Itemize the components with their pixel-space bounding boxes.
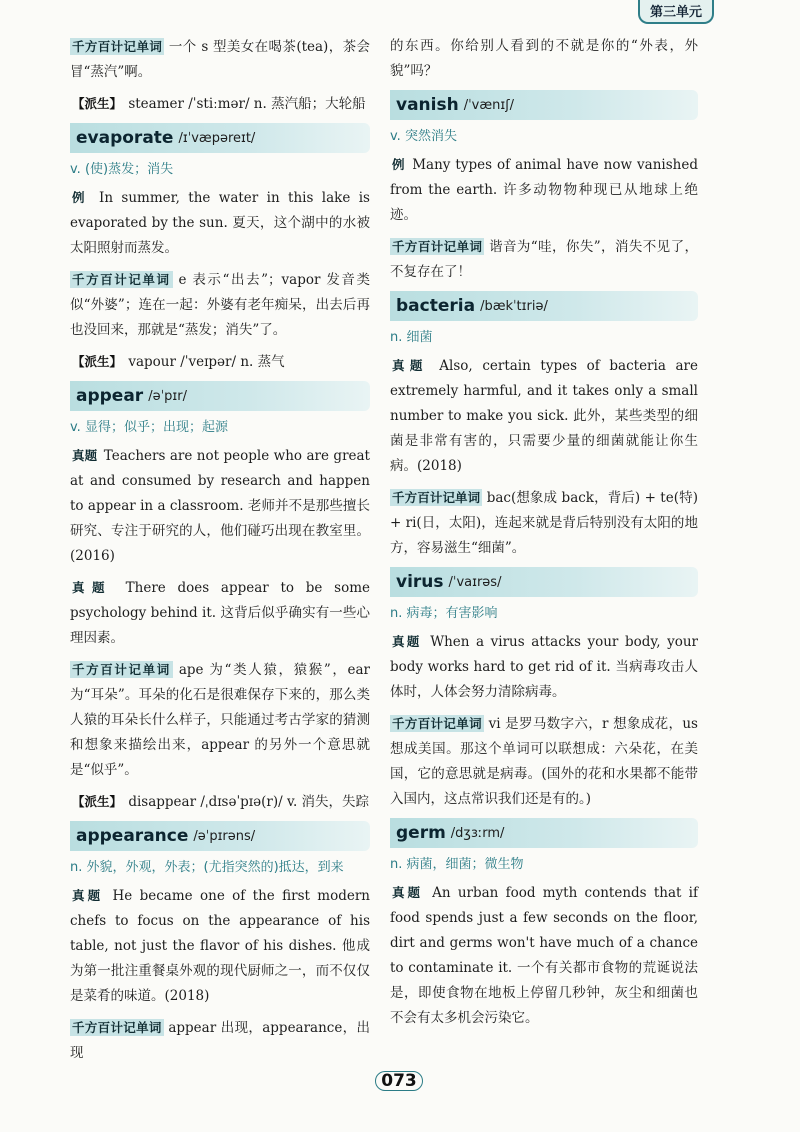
headword: evaporate	[76, 128, 174, 148]
headword: appearance	[76, 826, 189, 846]
definition: v. 显得；似乎；出现；起源	[70, 420, 228, 435]
entry-germ	[390, 818, 698, 848]
exam-sentence	[70, 443, 370, 569]
exam-sentence	[390, 880, 698, 1031]
memory-text: 谐音为“哇，你失”，消失不见了，不复存在了！	[390, 239, 698, 280]
entry-vanish	[390, 90, 698, 120]
definition: n. 病毒；有害影响	[390, 606, 498, 621]
phonetic: /dʒɜːrm/	[450, 825, 505, 841]
right-column	[390, 34, 698, 1037]
phonetic: /əˈpɪrəns/	[193, 828, 256, 844]
memory-tip	[70, 267, 370, 343]
derived-word	[70, 789, 370, 815]
exam-label: 真题	[392, 885, 423, 900]
memory-label: 千方百计记单词	[72, 662, 171, 677]
exam-label: 真题	[72, 888, 104, 903]
definition: n. 病菌，细菌；微生物	[390, 857, 524, 872]
exam-text: There does appear to be some psychology behind it. 这背后似乎确实有一些心理因素。	[70, 580, 370, 646]
example-label: 例	[392, 157, 406, 172]
intro-derived	[70, 91, 370, 117]
definition: v. (使)蒸发；消失	[70, 162, 174, 177]
unit-header: 第三单元	[638, 0, 714, 24]
entry-appearance	[70, 821, 370, 851]
memory-label: 千方百计记单词	[392, 716, 482, 731]
exam-label: 真题	[392, 634, 422, 649]
example-text: Many types of animal have now vanished from the earth. 许多动物物种现已从地球上绝迹。	[390, 157, 698, 223]
entry-evaporate	[70, 123, 370, 153]
derived-label: 【派生】	[72, 96, 123, 111]
derived-word	[70, 349, 370, 375]
memory-label: 千方百计记单词	[72, 1020, 162, 1035]
entry-appear	[70, 381, 370, 411]
exam-label: 真题	[392, 358, 428, 373]
phonetic: /ˈvænɪʃ/	[463, 97, 514, 113]
memory-tip	[70, 657, 370, 783]
example-label: 例	[72, 190, 89, 205]
continued-text: 的东西。你给别人看到的不就是你的“外表，外貌”吗？	[390, 38, 698, 79]
exam-label: 真题	[72, 448, 98, 463]
memory-text: 一个 s 型美女在喝茶(tea)，茶会冒“蒸汽”啊。	[70, 39, 370, 80]
memory-label: 千方百计记单词	[392, 239, 483, 254]
intro-memory	[70, 34, 370, 85]
exam-label: 真题	[72, 580, 112, 595]
memory-text: bac(想象成 back，背后) + te(特) + ri(日，太阳)，连起来就是背后特别没有太阳的地方，容易滋生“细菌”。	[390, 490, 698, 556]
derived-label: 【派生】	[72, 794, 123, 809]
memory-tip	[70, 1015, 370, 1066]
example-sentence	[70, 185, 370, 261]
entry-bacteria	[390, 291, 698, 321]
memory-text: ape 为“类人猿，猿猴”，ear 为“耳朵”。耳朵的化石是很难保存下来的，那么类人猿的耳朵长什么样子，只能通过考古学家的猜测和想象来描绘出来，appear 的另外一个意思就是“似乎”。	[70, 662, 370, 778]
memory-tip	[390, 485, 698, 561]
example-sentence	[390, 152, 698, 228]
headword: vanish	[396, 95, 459, 115]
derived-text: disappear /ˌdɪsəˈpɪə(r)/ v. 消失，失踪	[128, 794, 370, 810]
derived-text: vapour /ˈveɪpər/ n. 蒸气	[128, 354, 285, 370]
exam-text: An urban food myth contends that if food spends just a few seconds on the floor, dirt and germs won't have much of a chance to contaminate it. 一个有关都市食物的荒诞说法是，即使食物在地板上停留几秒钟，灰尘和细菌也不会有太多机会污染它。	[390, 885, 698, 1026]
entry-virus	[390, 567, 698, 597]
exam-sentence	[390, 629, 698, 705]
derived-label: 【派生】	[72, 354, 123, 369]
memory-label: 千方百计记单词	[72, 39, 163, 54]
definition: n. 外貌，外观，外表；(尤指突然的)抵达，到来	[70, 860, 344, 875]
page-number	[369, 1068, 429, 1094]
memory-text: e 表示“出去”；vapor 发音类似“外婆”；连在一起：外婆有老年痴呆，出去后再也没回来，那就是“蒸发；消失”了。	[70, 272, 370, 338]
memory-label: 千方百计记单词	[72, 272, 171, 287]
exam-sentence	[390, 353, 698, 479]
memory-tip	[390, 234, 698, 285]
page-number-text: 073	[381, 1071, 417, 1091]
headword: appear	[76, 386, 144, 406]
memory-text: vi 是罗马数字六，r 想象成花，us 想成美国。那这个单词可以联想成：六朵花，在美国，它的意思就是病毒。(国外的花和水果都不能带入国内，这点常识我们还是有的。)	[390, 716, 698, 807]
phonetic: /ɪˈvæpəreɪt/	[178, 130, 256, 146]
headword: germ	[396, 823, 446, 843]
exam-text: When a virus attacks your body, your body works hard to get rid of it. 当病毒攻击人体时，人体会努力清除病毒。	[390, 634, 698, 700]
example-text: In summer, the water in this lake is evaporated by the sun. 夏天，这个湖中的水被太阳照射而蒸发。	[70, 190, 370, 256]
headword: virus	[396, 572, 444, 592]
exam-sentence	[70, 883, 370, 1009]
phonetic: /bækˈtɪriə/	[480, 298, 548, 314]
exam-sentence	[70, 575, 370, 651]
definition: v. 突然消失	[390, 129, 457, 144]
left-column	[70, 34, 370, 1072]
memory-text: appear 出现，appearance，出现	[70, 1020, 370, 1061]
memory-label: 千方百计记单词	[392, 490, 481, 505]
definition: n. 细菌	[390, 330, 433, 345]
headword: bacteria	[396, 296, 476, 316]
phonetic: /ˈvaɪrəs/	[448, 574, 502, 590]
derived-text: steamer /ˈstiːmər/ n. 蒸汽船；大轮船	[128, 96, 366, 112]
exam-text: Teachers are not people who are great at and consumed by research and happen to appear in a classroom. 老师并不是那些擅长研究、专注于研究的人，他们碰巧出现在教室里。(2016)	[70, 448, 370, 564]
memory-tip	[390, 711, 698, 812]
exam-text: He became one of the first modern chefs to focus on the appearance of his table, not just the flavor of his dishes. 他成为第一批注重餐桌外观的现代厨师之一，而不仅仅是菜肴的味道。(2018)	[70, 888, 370, 1004]
exam-text: Also, certain types of bacteria are extremely harmful, and it takes only a small number to make you sick. 此外，某些类型的细菌是非常有害的，只需要少量的细菌就能让你生病。(2018)	[390, 358, 698, 474]
phonetic: /əˈpɪr/	[148, 388, 187, 404]
